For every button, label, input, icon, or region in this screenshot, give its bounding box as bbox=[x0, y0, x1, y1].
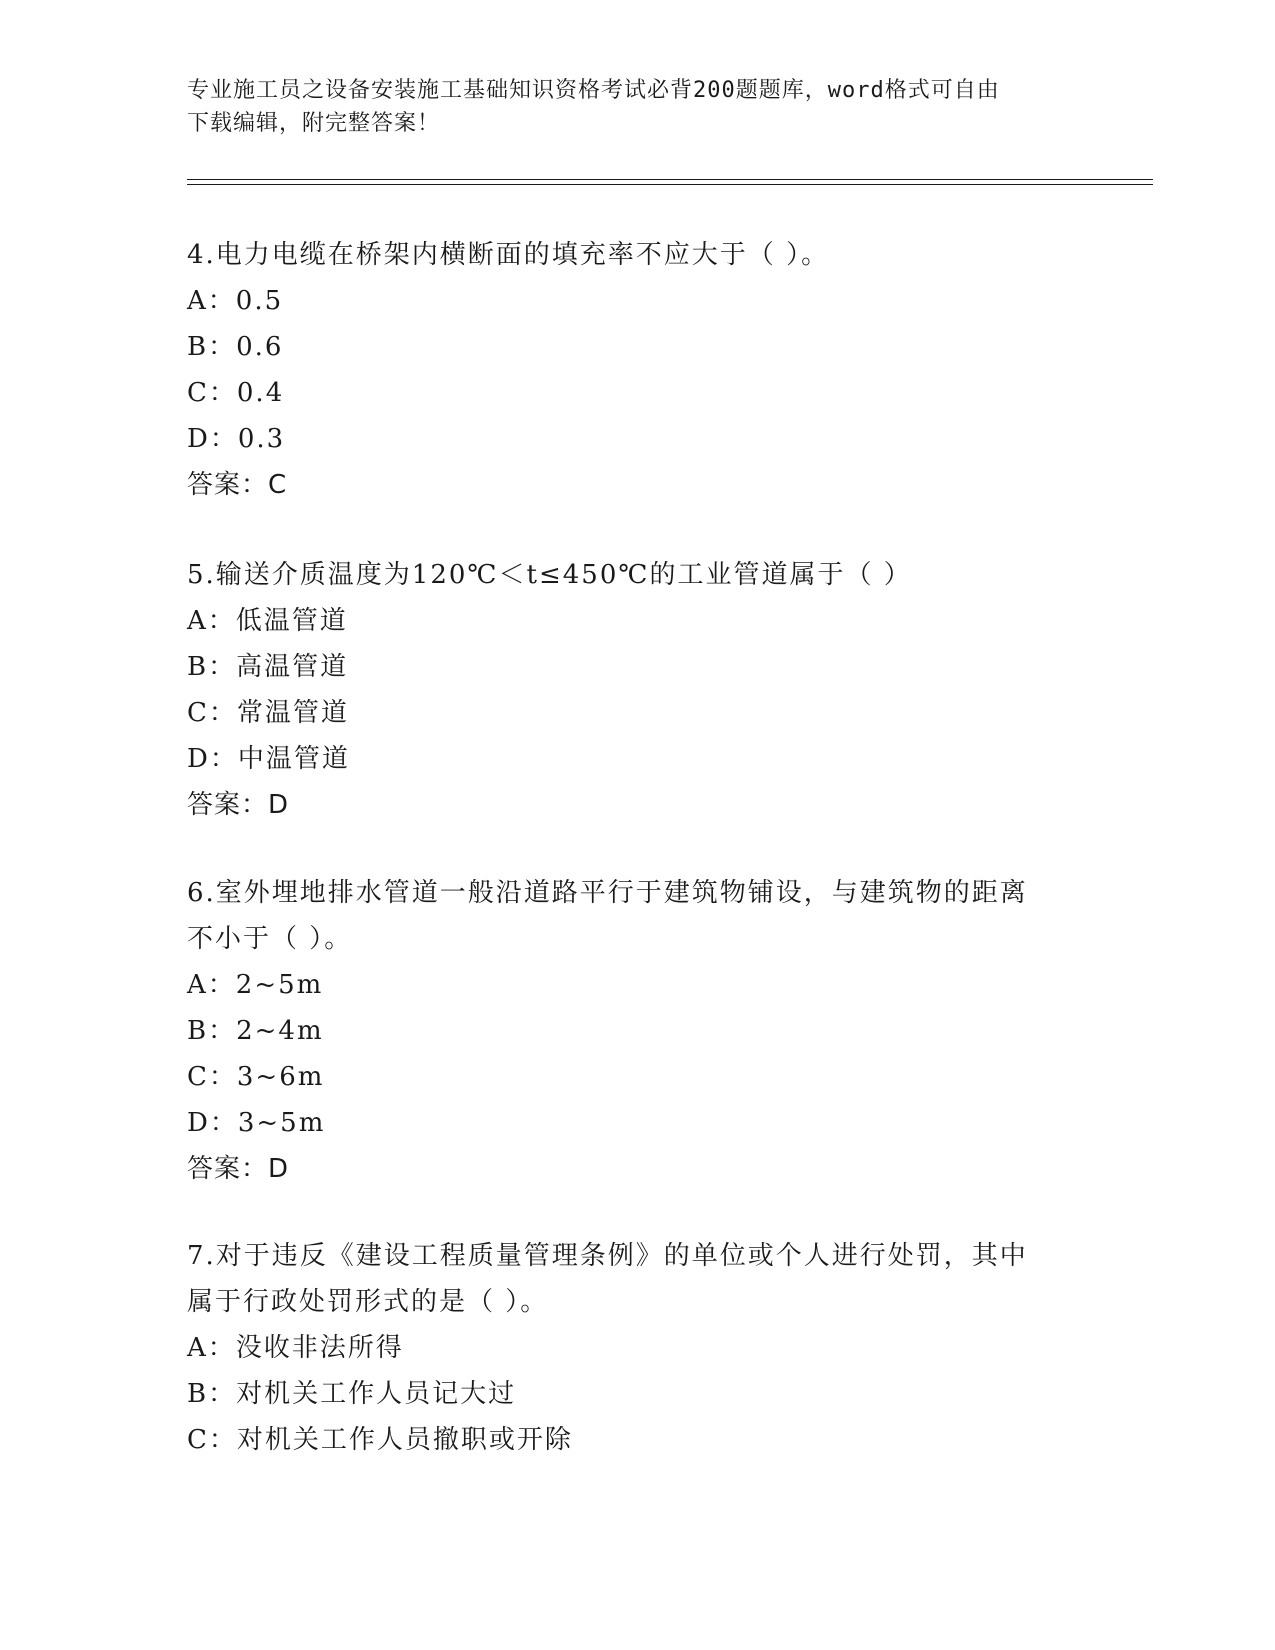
option-c: C：0.4 bbox=[187, 378, 285, 408]
answer: 答案：D bbox=[187, 790, 290, 820]
question-text-continued: 属于行政处罚形式的是（ ）。 bbox=[187, 1287, 549, 1317]
answer: 答案：D bbox=[187, 1154, 290, 1184]
question-text: 6.室外埋地排水管道一般沿道路平行于建筑物铺设，与建筑物的距离 bbox=[187, 878, 1028, 908]
option-d: D：中温管道 bbox=[187, 744, 350, 774]
question-4 bbox=[187, 232, 1087, 508]
question-text-continued: 不小于（ ）。 bbox=[187, 924, 353, 954]
question-text: 5.输送介质温度为120℃＜t≤450℃的工业管道属于（ ） bbox=[187, 560, 912, 590]
question-5 bbox=[187, 552, 1087, 828]
question-text: 7.对于违反《建设工程质量管理条例》的单位或个人进行处罚，其中 bbox=[187, 1241, 1028, 1271]
header-line-1: 专业施工员之设备安装施工基础知识资格考试必背200题题库，word格式可自由 bbox=[187, 78, 1000, 103]
header-divider-top bbox=[187, 179, 1153, 180]
option-b: B：对机关工作人员记大过 bbox=[187, 1379, 517, 1409]
option-c: C：对机关工作人员撤职或开除 bbox=[187, 1425, 573, 1455]
option-d: D：0.3 bbox=[187, 424, 286, 454]
option-a: A：低温管道 bbox=[187, 606, 348, 636]
document-header bbox=[187, 74, 1087, 140]
option-c: C：常温管道 bbox=[187, 698, 349, 728]
header-line-2: 下载编辑，附完整答案！ bbox=[187, 111, 441, 136]
option-b: B：0.6 bbox=[187, 332, 284, 362]
header-divider-bottom bbox=[187, 184, 1153, 185]
option-c: C：3~6m bbox=[187, 1062, 325, 1092]
option-b: B：高温管道 bbox=[187, 652, 349, 682]
option-a: A：没收非法所得 bbox=[187, 1333, 404, 1363]
option-b: B：2~4m bbox=[187, 1016, 324, 1046]
question-text: 4.电力电缆在桥架内横断面的填充率不应大于（ ）。 bbox=[187, 240, 830, 270]
answer: 答案：C bbox=[187, 470, 288, 500]
question-7 bbox=[187, 1233, 1087, 1463]
option-a: A：0.5 bbox=[187, 286, 284, 316]
option-a: A：2~5m bbox=[187, 970, 324, 1000]
question-6 bbox=[187, 870, 1087, 1192]
option-d: D：3~5m bbox=[187, 1108, 326, 1138]
